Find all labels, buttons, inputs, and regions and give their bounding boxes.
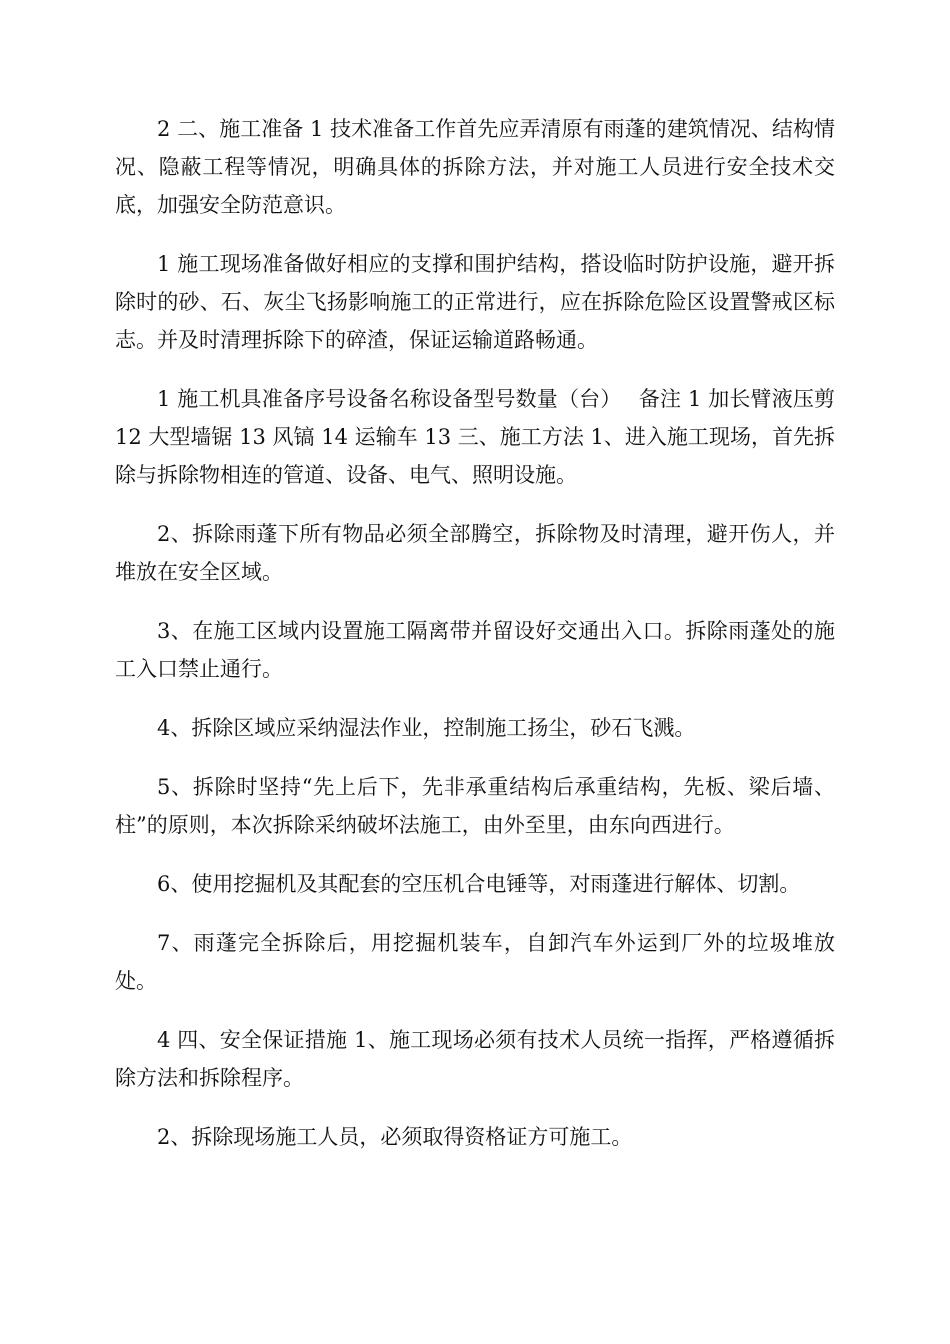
paragraph-construction-preparation: 2 二、施工准备 1 技术准备工作首先应弄清原有雨蓬的建筑情况、结构情况、隐蔽工程等情况，明确具体的拆除方法，并对施工人员进行安全技术交底，加强安全防范意识。 (115, 117, 835, 217)
paragraph-equipment-and-method: 1 施工机具准备序号设备名称设备型号数量（台） 备注 1 加长臂液压剪 12 大型墙锯 13 风镐 14 运输车 13 三、施工方法 1、进入施工现场，首先拆除与拆除物相连的管道、设备、电气、照明设施。 (115, 387, 842, 487)
paragraph-personnel-certification: 2、拆除现场施工人员，必须取得资格证方可施工。 (157, 1125, 633, 1149)
paragraph-demolition-principle: 5、拆除时坚持“先上后下，先非承重结构后承重结构，先板、梁后墙、柱”的原则，本次拆除采纳破坏法施工，由外至里，由东向西进行。 (115, 775, 835, 837)
paragraph-safety-measures: 4 四、安全保证措施 1、施工现场必须有技术人员统一指挥，严格遵循拆除方法和拆除程序。 (115, 1028, 835, 1090)
paragraph-wet-operation: 4、拆除区域应采纳湿法作业，控制施工扬尘，砂石飞溅。 (157, 716, 696, 740)
paragraph-excavator-usage: 6、使用挖掘机及其配套的空压机合电锤等，对雨蓬进行解体、切割。 (157, 872, 801, 896)
paragraph-isolation-zone: 3、在施工区域内设置施工隔离带并留设好交通出入口。拆除雨蓬处的施工入口禁止通行。 (115, 619, 835, 681)
document-page (115, 110, 842, 1177)
paragraph-site-preparation: 1 施工现场准备做好相应的支撑和围护结构，搭设临时防护设施，避开拆除时的砂、石、灰尘飞扬影响施工的正常进行，应在拆除危险区设置警戒区标志。并及时清理拆除下的碎渣，保证运输道路畅通。 (115, 252, 835, 352)
paragraph-debris-removal: 7、雨蓬完全拆除后，用挖掘机装车，自卸汽车外运到厂外的垃圾堆放处。 (115, 931, 835, 993)
paragraph-clear-items: 2、拆除雨蓬下所有物品必须全部腾空，拆除物及时清理，避开伤人，并堆放在安全区域。 (115, 522, 835, 584)
